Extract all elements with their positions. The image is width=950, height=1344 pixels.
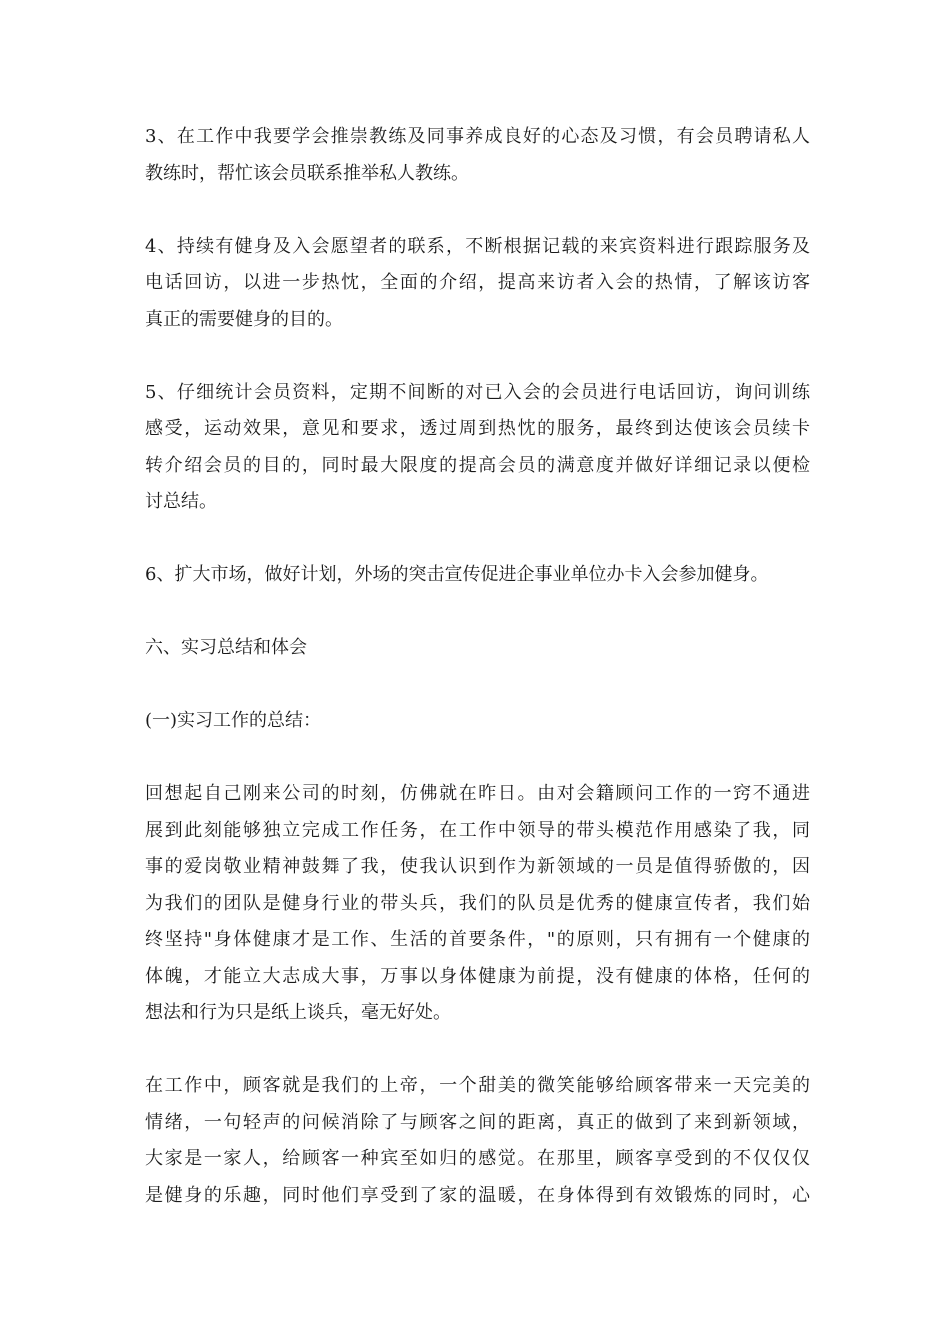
text-line: 事的爱岗敬业精神鼓舞了我，使我认识到作为新领域的一员是值得骄傲的，因 [145,856,810,877]
text-line: 在工作中，顾客就是我们的上帝，一个甜美的微笑能够给顾客带来一天完美的 [145,1075,810,1096]
text-line: 想法和行为只是纸上谈兵，毫无好处。 [145,1002,451,1023]
paragraph-item-3 [145,119,810,192]
text-line: 为我们的团队是健身行业的带头兵，我们的队员是优秀的健康宣传者，我们始 [145,892,810,914]
section-heading-text: 六、实习总结和体会 [145,637,307,658]
text-line: 电话回访，以进一步热忱，全面的介绍，提高来访者入会的热情，了解该访客 [145,272,810,293]
paragraph-item-4 [145,229,810,339]
text-line: 5、仔细统计会员资料，定期不间断的对已入会的会员进行电话回访，询问训练 [145,381,810,403]
text-line: 终坚持"身体健康才是工作、生活的首要条件，"的原则，只有拥有一个健康的 [145,929,810,950]
paragraph-item-5 [145,375,810,521]
text-line: 教练时，帮忙该会员联系推举私人教练。 [145,162,469,184]
text-line: 回想起自己刚来公司的时刻，仿佛就在昨日。由对会籍顾问工作的一窍不通进 [145,783,810,804]
text-line: 体魄，才能立大志成大事，万事以身体健康为前提，没有健康的体格，任何的 [145,965,810,987]
text-line: 情绪，一句轻声的问候消除了与顾客之间的距离，真正的做到了来到新领域， [145,1111,810,1133]
summary-paragraph-2 [145,1068,810,1214]
text-line: 转介绍会员的目的，同时最大限度的提高会员的满意度并做好详细记录以便检 [145,454,810,476]
paragraph-item-6 [145,557,810,594]
text-line: 6、扩大市场，做好计划，外场的突击宣传促进企事业单位办卡入会参加健身。 [145,564,769,585]
text-line: 是健身的乐趣，同时他们享受到了家的温暖，在身体得到有效锻炼的同时，心 [145,1184,810,1206]
text-line: 感受，运动效果，意见和要求，透过周到热忱的服务，最终到达使该会员续卡 [145,418,810,439]
text-line: 3、在工作中我要学会推崇教练及同事养成良好的心态及习惯，有会员聘请私人 [145,126,810,147]
text-line: 真正的需要健身的目的。 [145,308,343,330]
text-line: 大家是一家人，给顾客一种宾至如归的感觉。在那里，顾客享受到的不仅仅仅 [145,1148,810,1169]
text-line: 讨总结。 [145,491,217,512]
subsection-heading [145,703,810,740]
text-line: 展到此刻能够独立完成工作任务，在工作中领导的带头模范作用感染了我，同 [145,819,810,841]
subsection-heading-text: (一)实习工作的总结： [145,710,322,731]
document-body [145,119,810,1251]
summary-paragraph-1 [145,776,810,1032]
section-heading [145,630,810,667]
text-line: 4、持续有健身及入会愿望者的联系，不断根据记载的来宾资料进行跟踪服务及 [145,235,810,257]
